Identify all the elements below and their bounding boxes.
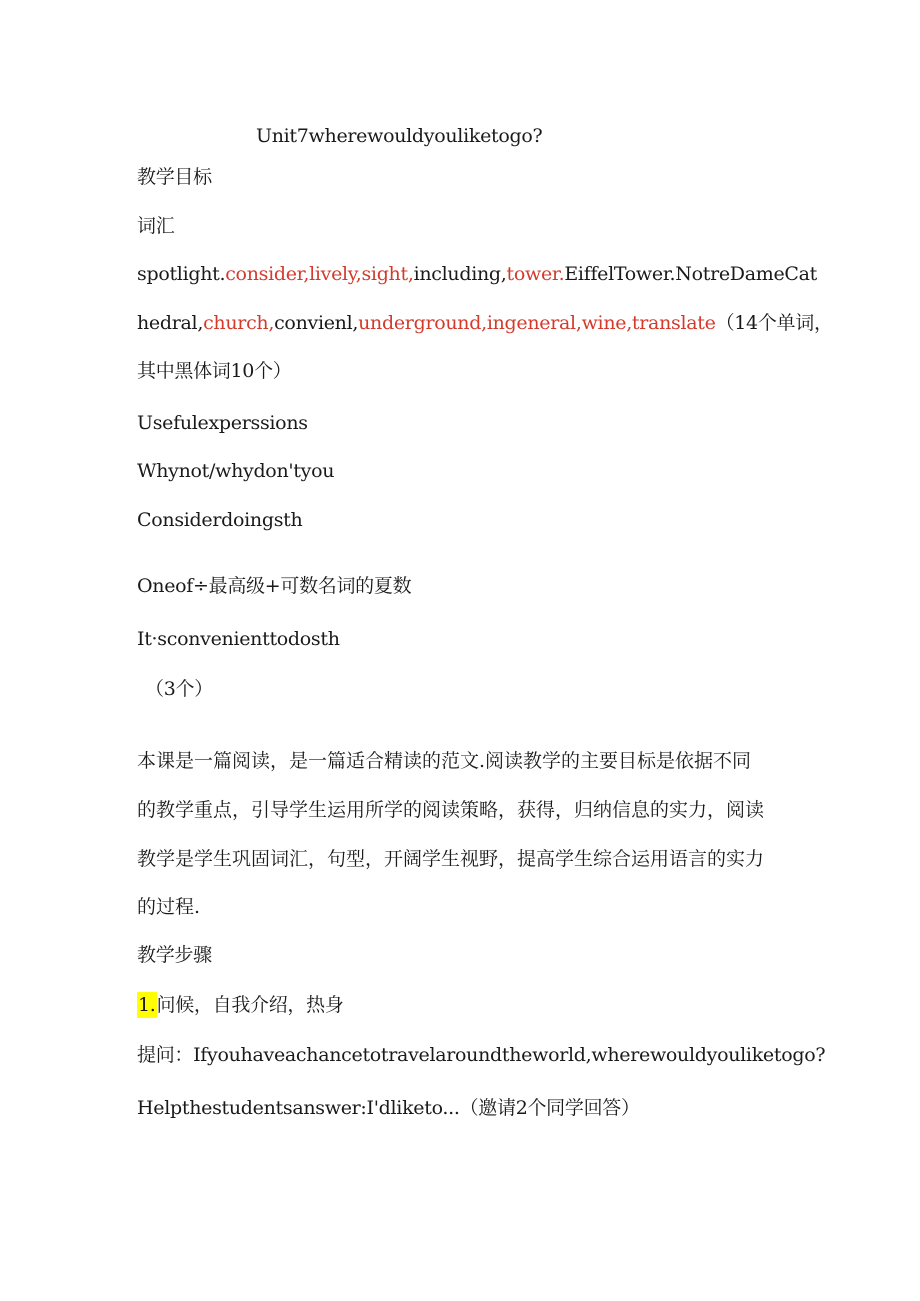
step-1: [137, 992, 344, 1018]
page-title: Unit7wherewouldyouliketogo?: [256, 125, 543, 147]
answer-line: Helpthestudentsanswer:I'dliketo...（邀请2个同学回答）: [137, 1097, 640, 1119]
vocab-highlight-words: church,: [203, 312, 275, 334]
vocab-highlight-words: consider,lively,sight,: [225, 263, 414, 285]
expression-count: （3个）: [145, 678, 213, 700]
vocab-line-2: [137, 310, 833, 336]
expressions-heading: Usefulexperssions: [137, 412, 308, 434]
question-line: 提问：Ifyouhaveachancetotravelaroundtheworld,wherewouldyouliketogo?: [137, 1044, 826, 1066]
intro-paragraph-line: 本课是一篇阅读，是一篇适合精读的范文.阅读教学的主要目标是依据不同: [137, 750, 752, 772]
intro-paragraph-line: 的教学重点，引导学生运用所学的阅读策略，获得，归纳信息的实力，阅读: [137, 799, 765, 821]
vocab-highlight-words: underground,ingeneral,wine,translate: [358, 312, 716, 334]
expression-item: Oneof÷最高级+可数名词的夏数: [137, 575, 412, 597]
vocab-word: convienl,: [274, 312, 359, 334]
objectives-heading: 教学目标: [137, 166, 212, 188]
vocab-word: spotlight.: [137, 263, 226, 285]
step-number-highlight: 1.: [138, 994, 156, 1016]
expression-item: It·sconvenienttodosth: [137, 628, 340, 650]
intro-paragraph-line: 教学是学生巩固词汇，句型，开阔学生视野，提高学生综合运用语言的实力: [137, 848, 765, 870]
vocab-word: including,: [413, 263, 507, 285]
vocab-heading: 词汇: [137, 215, 175, 237]
vocab-count-note: （14个单词，: [715, 312, 833, 334]
vocab-word: hedral,: [137, 312, 204, 334]
vocab-line-1: [137, 261, 817, 287]
vocab-highlight-words: tower.: [506, 263, 565, 285]
intro-paragraph-line: 的过程.: [137, 896, 201, 918]
steps-heading: 教学步骤: [137, 944, 212, 966]
step-text: 问候，自我介绍，热身: [156, 994, 344, 1016]
vocab-line-3: 其中黑体词10个）: [137, 360, 292, 382]
expression-item: Whynot/whydon'tyou: [137, 460, 335, 482]
vocab-word: EiffelTower.NotreDameCat: [564, 263, 818, 285]
expression-item: Considerdoingsth: [137, 509, 303, 531]
